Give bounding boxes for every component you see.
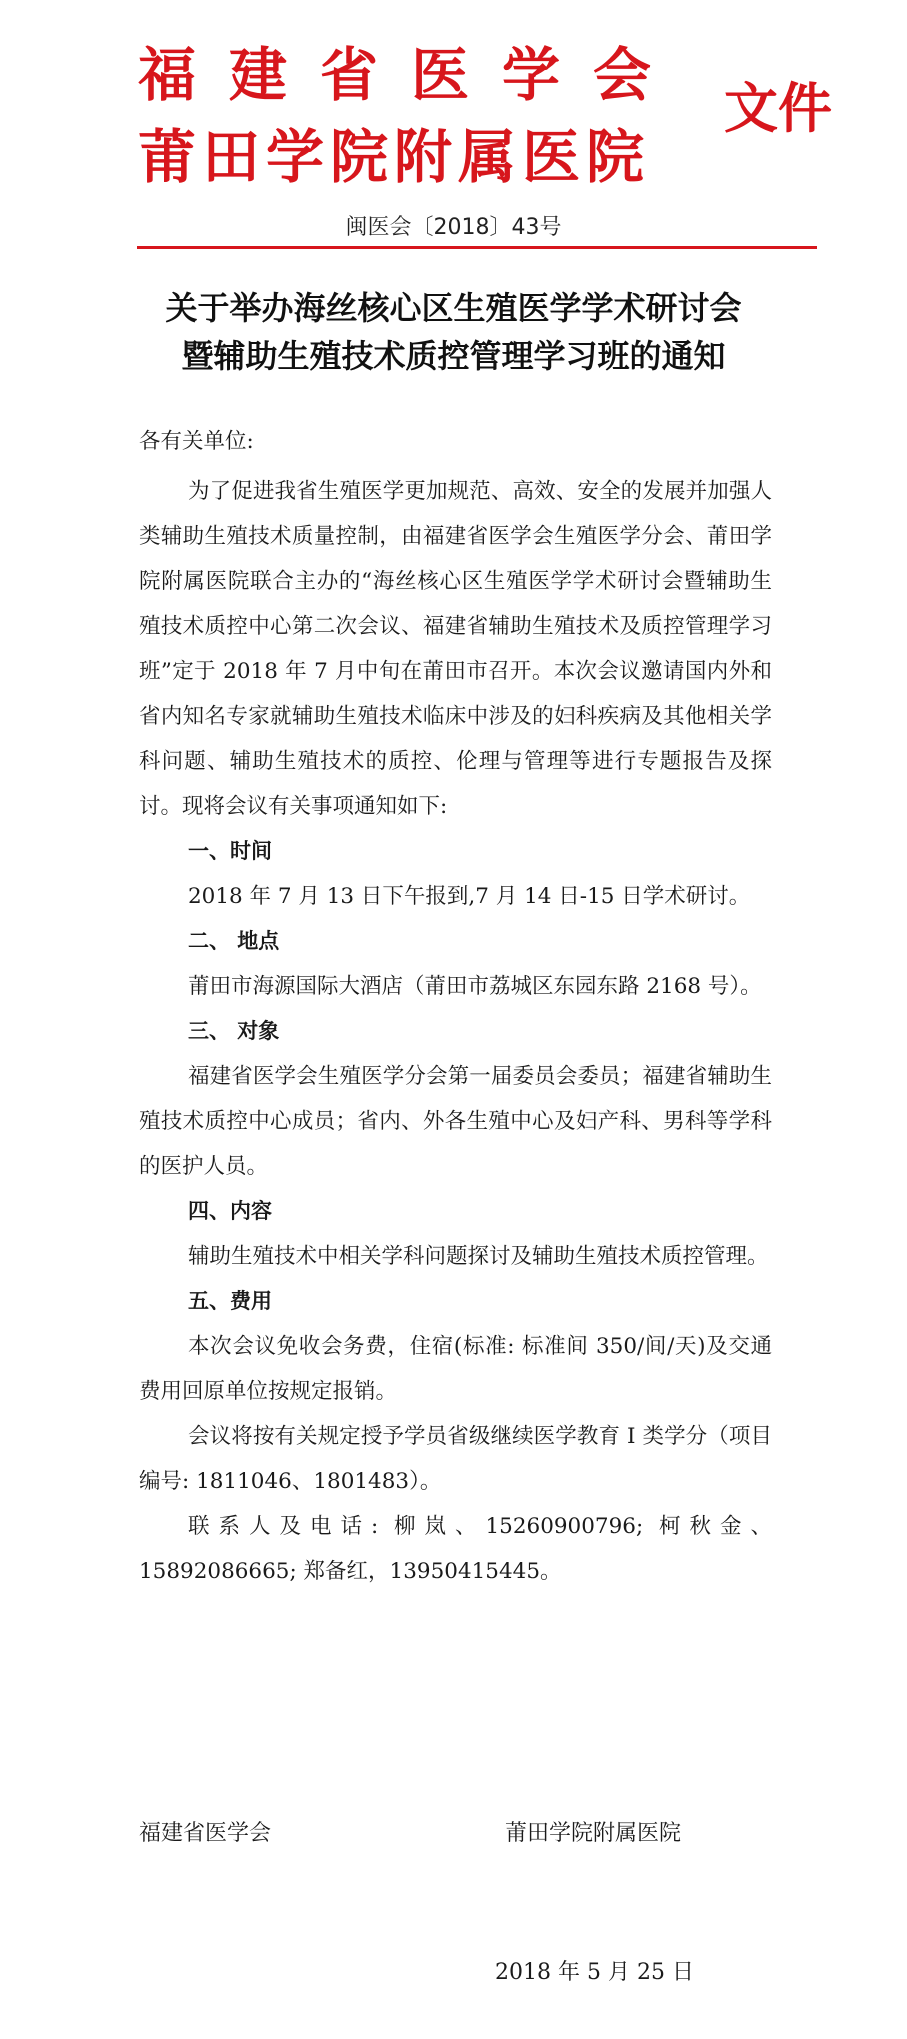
signature-right: 莆田学院附属医院	[505, 1821, 682, 1846]
section-text-content: 辅助生殖技术中相关学科问题探讨及辅助生殖技术质控管理。	[188, 1244, 769, 1269]
section-text-location: 莆田市海源国际大酒店（莆田市荔城区东园东路 2168 号）。	[188, 974, 762, 999]
header-divider	[137, 246, 817, 249]
issuer-line-1: 福建省医学会	[138, 41, 685, 109]
section-heading-content: 四、内容	[188, 1199, 272, 1223]
section-text-audience: 福建省医学会生殖医学分会第一届委员会委员；福建省辅助生殖技术质控中心成员；省内、外各生殖中心及妇产科、男科等学科的医护人员。	[139, 1064, 772, 1179]
section-heading-location: 二、 地点	[188, 929, 280, 953]
signature-left: 福建省医学会	[139, 1821, 272, 1846]
title-line-2: 暨辅助生殖技术质控管理学习班的通知	[181, 337, 726, 375]
intro-paragraph: 为了促进我省生殖医学更加规范、高效、安全的发展并加强人类辅助生殖技术质量控制，由福建省医学会生殖医学分会、莆田学院附属医院联合主办的“海丝核心区生殖医学学术研讨会暨辅助生殖技术质控中心第二次会议、福建省辅助生殖技术及质控管理学习班”定于 2018 年 7 月中旬在莆田市召开。本次会议邀请国内外和省内知名专家就辅助生殖技术临床中涉及的妇科疾病及其他相关学科问题、辅助生殖技术的质控、伦理与管理等进行专题报告及探讨。现将会议有关事项通知如下:	[139, 479, 772, 819]
section-heading-fees: 五、费用	[188, 1289, 272, 1313]
issuer-line-2: 莆田学院附属医院	[138, 123, 651, 191]
document-number: 闽医会〔2018〕43号	[345, 215, 562, 240]
contact-info: 联系人及电话: 柳岚、15260900796; 柯秋金、15892086665; 郑备红，13950415445。	[139, 1514, 772, 1584]
title-line-1: 关于举办海丝核心区生殖医学学术研讨会	[165, 289, 742, 327]
salutation: 各有关单位:	[139, 429, 254, 454]
section-heading-time: 一、时间	[188, 839, 272, 863]
document-label: 文件	[724, 76, 832, 140]
credit-note: 会议将按有关规定授予学员省级继续医学教育 I 类学分（项目编号: 1811046、1801483）。	[139, 1424, 772, 1494]
signature-date: 2018 年 5 月 25 日	[495, 1960, 694, 1985]
section-text-time: 2018 年 7 月 13 日下午报到,7 月 14 日-15 日学术研讨。	[188, 884, 751, 909]
section-text-fees: 本次会议免收会务费，住宿(标准: 标准间 350/间/天)及交通费用回原单位按规定报销。	[139, 1334, 772, 1404]
section-heading-audience: 三、 对象	[188, 1019, 280, 1043]
notice-body	[139, 469, 772, 1594]
